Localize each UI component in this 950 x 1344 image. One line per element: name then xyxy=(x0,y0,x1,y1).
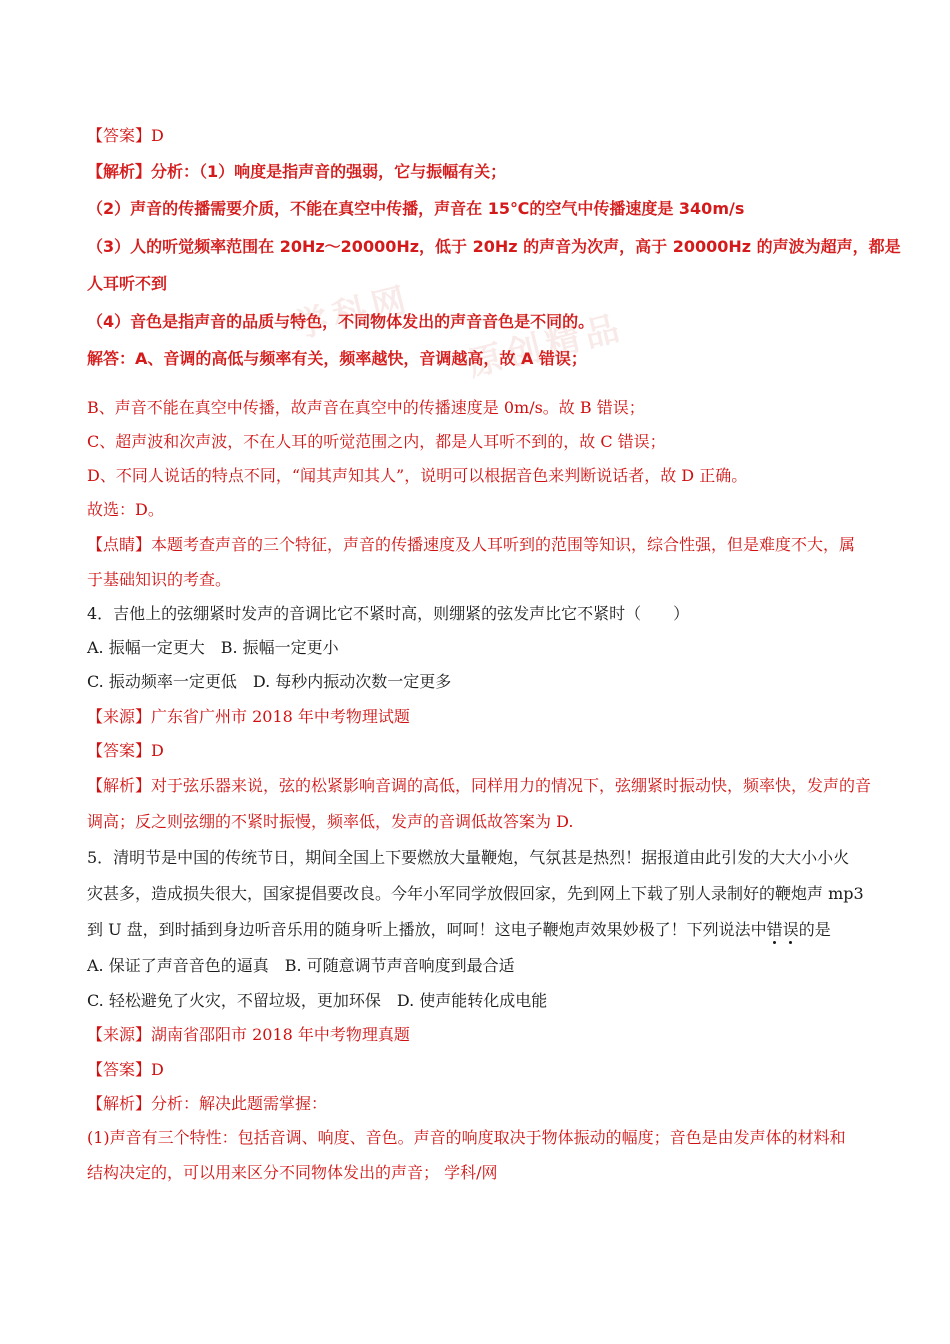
text-line-ana5c xyxy=(87,1162,872,1184)
text-line-src5 xyxy=(87,1024,872,1046)
text-line-ana3-3b xyxy=(87,273,872,295)
text-run: 【答案】D xyxy=(87,1060,164,1079)
text-run: A. 振幅一定更大 B. 振幅一定更小 xyxy=(87,638,339,657)
text-run: 调高；反之则弦绷的不紧时振慢，频率低，发声的音调低故答案为 D. xyxy=(87,812,574,831)
text-line-q5-ab xyxy=(87,955,872,977)
text-line-comment3b xyxy=(87,569,872,591)
text-run: A. 保证了声音音色的逼真 B. 可随意调节声音响度到最合适 xyxy=(87,956,515,975)
text-line-q4-ab xyxy=(87,637,872,659)
text-line-ana5a xyxy=(87,1093,872,1115)
text-line-q4-cd xyxy=(87,671,872,693)
text-run: 【答案】D xyxy=(87,741,164,760)
text-run: B、声音不能在真空中传播，故声音在真空中的传播速度是 0m/s。故 B 错误； xyxy=(87,398,645,417)
text-line-q5a xyxy=(87,847,872,869)
text-run: 【来源】广东省广州市 2018 年中考物理试题 xyxy=(87,707,410,726)
text-run: 【解析】分析：（1）响度是指声音的强弱，它与振幅有关； xyxy=(87,162,507,181)
text-line-ana3-5 xyxy=(87,348,872,370)
text-run: 【来源】湖南省邵阳市 2018 年中考物理真题 xyxy=(87,1025,410,1044)
text-run: （2）声音的传播需要介质，不能在真空中传播，声音在 15℃的空气中传播速度是 340m/s xyxy=(87,199,745,218)
text-line-q5-cd xyxy=(87,990,872,1012)
text-line-ana4b xyxy=(87,811,872,833)
text-run: 解答：A、音调的高低与频率有关，频率越快，音调越高，故 A 错误； xyxy=(87,349,587,368)
text-line-ana3-6 xyxy=(87,397,872,419)
watermark-text-right: 原创精品 xyxy=(464,307,629,385)
text-run: 灾甚多，造成损失很大，国家提倡要改良。今年小军同学放假回家，先到网上下载了别人录制好的鞭炮声 mp3 xyxy=(87,884,864,903)
text-line-ana3-3a xyxy=(87,236,901,258)
text-run: 误 xyxy=(782,920,799,939)
text-line-ans3 xyxy=(87,125,872,147)
text-line-ana5b xyxy=(87,1127,872,1149)
text-run: (1)声音有三个特性：包括音调、响度、音色。声音的响度取决于物体振动的幅度；音色是由发声体的材料和 xyxy=(87,1128,846,1147)
text-run: C、超声波和次声波，不在人耳的听觉范围之内，都是人耳听不到的，故 C 错误； xyxy=(87,432,666,451)
text-run: C. 振动频率一定更低 D. 每秒内振动次数一定更多 xyxy=(87,672,452,691)
text-line-ana3-4 xyxy=(87,311,872,333)
text-run: D、不同人说话的特点不同，“闻其声知其人”，说明可以根据音色来判断说话者，故 D 正确。 xyxy=(87,466,748,485)
text-run: D xyxy=(151,126,164,145)
text-run: （3）人的听觉频率范围在 20Hz～20000Hz，低于 20Hz 的声音为次声，高于 20000Hz 的声波为超声，都是 xyxy=(87,237,901,256)
text-run: 【解析】分析：解决此题需掌握： xyxy=(87,1094,328,1113)
text-run: 到 U 盘，到时插到身边听音乐用的随身听上播放，呵呵！这电子鞭炮声效果妙极了！下列说法中 xyxy=(87,920,767,939)
text-run: 于基础知识的考查。 xyxy=(87,570,232,589)
text-line-ana3-8 xyxy=(87,465,872,487)
text-line-ana3-2 xyxy=(87,198,872,220)
text-run: （4）音色是指声音的品质与特色，不同物体发出的声音音色是不同的。 xyxy=(87,312,595,331)
text-run: 结构决定的，可以用来区分不同物体发出的声音； 学科/网 xyxy=(87,1163,498,1182)
text-run: 4．吉他上的弦绷紧时发声的音调比它不紧时高，则绷紧的弦发声比它不紧时（ ） xyxy=(87,604,690,623)
text-line-ans4 xyxy=(87,740,872,762)
text-line-src4 xyxy=(87,706,872,728)
text-line-q5c xyxy=(87,919,872,941)
text-run: 错 xyxy=(766,920,783,939)
text-run: 【解析】对于弦乐器来说，弦的松紧影响音调的高低，同样用力的情况下，弦绷紧时振动快，频率快，发声的音 xyxy=(87,776,872,795)
text-run: 5．清明节是中国的传统节日，期间全国上下要燃放大量鞭炮，气氛甚是热烈！据报道由此引发的大大小小火 xyxy=(87,848,850,867)
text-run: 【答案】 xyxy=(87,126,152,145)
text-run: 人耳听不到 xyxy=(87,274,168,293)
text-line-q4 xyxy=(87,603,872,625)
watermark-text-left: 学科网 xyxy=(289,278,416,347)
text-line-q5b xyxy=(87,883,872,905)
text-run: 故选：D。 xyxy=(87,500,164,519)
text-run: C. 轻松避免了火灾，不留垃圾，更加环保 D. 使声能转化成电能 xyxy=(87,991,548,1010)
text-line-ana3-7 xyxy=(87,431,872,453)
text-line-comment3a xyxy=(87,534,872,556)
text-run: 的是 xyxy=(798,920,831,939)
text-line-ana3-1 xyxy=(87,161,872,183)
text-line-ana4a xyxy=(87,775,872,797)
text-line-ans5 xyxy=(87,1059,872,1081)
text-run: 【点睛】本题考查声音的三个特征，声音的传播速度及人耳听到的范围等知识，综合性强，但是难度不大，属 xyxy=(87,535,856,554)
text-line-ana3-9 xyxy=(87,499,872,521)
